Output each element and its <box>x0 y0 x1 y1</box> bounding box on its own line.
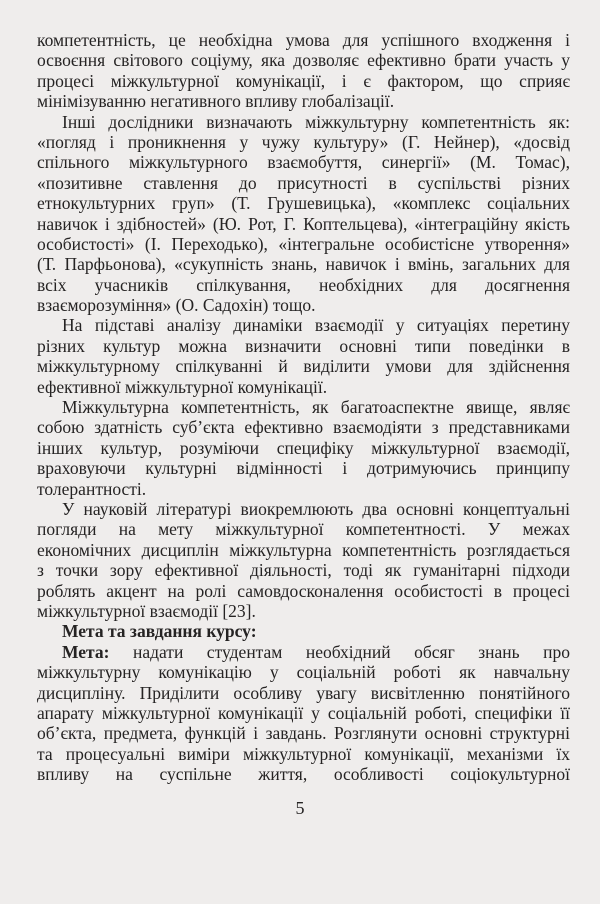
text-line: етнокультурних груп» (Т. Грушевицька), «комплекс соціальних <box>37 193 570 214</box>
paragraph <box>37 397 570 499</box>
text-line: навичок і здібностей» (Ю. Рот, Г. Коптельцева), «інтеграційну якість <box>37 213 570 234</box>
goal-first-line-text: надати студентам необхідний обсяг знань про <box>132 641 570 662</box>
text-line: з точки зору ефективної діяльності, тоді як гуманітарні підходи <box>37 560 570 581</box>
text-line: освоєння світового соціуму, яка дозволяє ефективно брати участь у <box>37 50 570 71</box>
text-line: мінімізуванню негативного впливу глобалізації. <box>37 91 395 112</box>
document-page <box>37 30 570 784</box>
paragraph <box>37 499 570 621</box>
text-line: роблять акцент на ролі самовдосконалення особистості в процесі <box>37 580 570 601</box>
text-line: та процесуальні виміри міжкультурної комунікації, механізми їх <box>37 743 570 764</box>
text-line: враховуючи культурні відмінності і дотримуючись принципу <box>37 458 570 479</box>
text-line: об’єкта, предмета, функцій і завдань. Розглянути основні структурні <box>37 723 570 744</box>
text-line: особистості» (І. Переходько), «інтегральне особистісне утворення» <box>37 233 570 254</box>
text-line: дисципліну. Приділити особливу увагу висвітленню понятійного <box>37 682 570 703</box>
text-line: міжкультурну комунікацію у соціальній роботі як навчальну <box>37 662 570 683</box>
text-line: різних культур можна визначити основні типи поведінки в <box>37 335 570 356</box>
text-line: всіх учасників спілкування, необхідних для досягнення <box>37 274 570 295</box>
page-number: 5 <box>295 798 305 818</box>
section-heading: Мета та завдання курсу: <box>62 621 257 642</box>
text-line: впливу на суспільне життя, особливості соціокультурної <box>37 764 570 785</box>
text-line: міжкультурної взаємодії [23]. <box>37 600 256 621</box>
text-line: міжкультурному спілкуванні й виділити умови для здійснення <box>37 356 570 377</box>
text-line: Інші дослідники визначають міжкультурну компетентність як: <box>62 111 570 132</box>
goal-label: Мета: <box>62 641 110 662</box>
body-text <box>37 30 570 621</box>
text-line: «погляд і проникнення у чужу культуру» (Г. Нейнер), «досвід <box>37 131 570 152</box>
goal-text <box>37 662 570 784</box>
text-line: процесі міжкультурної комунікації, і є фактором, що сприяє <box>37 70 570 91</box>
text-line: собою здатність суб’єкта ефективно взаємодіяти з представниками <box>37 417 570 438</box>
paragraph <box>37 112 570 316</box>
text-line: «позитивне ставлення до присутності в суспільстві різних <box>37 172 570 193</box>
paragraph <box>37 315 570 397</box>
text-line: погляди на мету міжкультурної компетентності. У межах <box>37 519 570 540</box>
text-line: економічних дисциплін міжкультурна компетентність розглядається <box>37 539 570 560</box>
text-line: спільного міжкультурного взаємобуття, синергії» (М. Томас), <box>37 152 570 173</box>
text-line: ефективної міжкультурної комунікації. <box>37 376 328 397</box>
text-line: інших культур, розуміючи специфіку міжкультурної взаємодії, <box>37 437 570 458</box>
text-line: апарату міжкультурної комунікації у соціальній роботі, специфіки її <box>37 702 570 723</box>
text-line: (Т. Парфьонова), «сукупність знань, навичок і вмінь, загальних для <box>37 254 570 275</box>
text-line: Міжкультурна компетентність, як багатоаспектне явище, являє <box>62 397 570 418</box>
goal-first-line <box>37 642 570 662</box>
text-line: толерантності. <box>37 478 147 499</box>
text-line: взаєморозуміння» (О. Садохін) тощо. <box>37 295 316 316</box>
text-line: компетентність, це необхідна умова для успішного входження і <box>37 30 570 50</box>
paragraph <box>37 30 570 112</box>
text-line: На підставі аналізу динаміки взаємодії у ситуаціях перетину <box>62 315 570 336</box>
text-line: У науковій літературі виокремлюють два основні концептуальні <box>62 498 570 519</box>
